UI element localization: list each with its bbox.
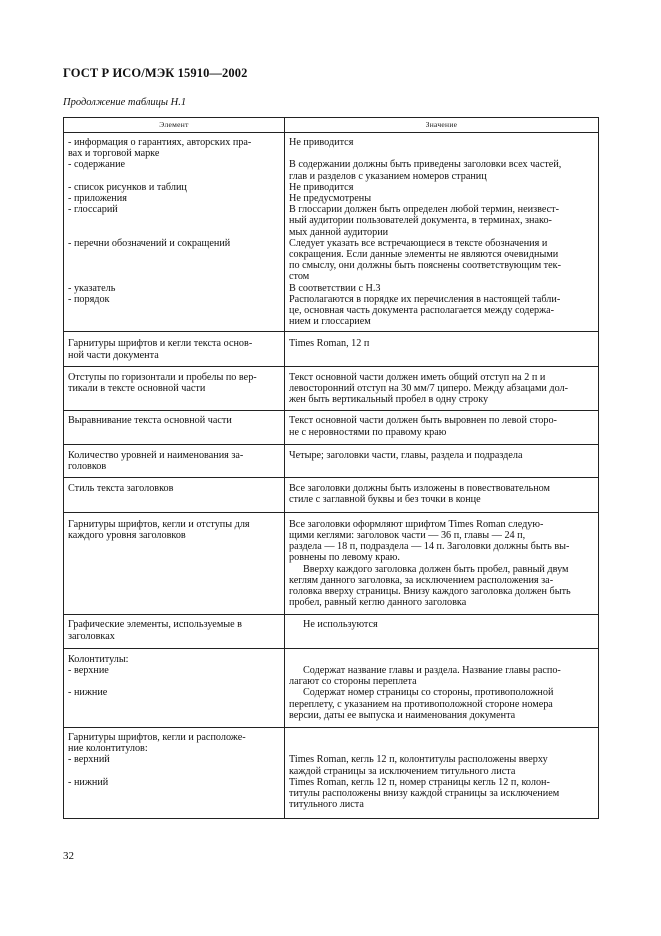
element-text-line: Гарнитуры шрифтов, кегли и отступы для — [68, 518, 250, 530]
value-cell — [285, 648, 599, 727]
element-text-line: - список рисунков и таблиц — [68, 181, 187, 193]
value-cell — [285, 512, 599, 615]
value-text-line: Times Roman, кегль 12 п, номер страницы кегль 12 п, колон- — [289, 776, 550, 788]
value-text-line: Текст основной части должен иметь общий отступ на 2 п и — [289, 371, 546, 383]
element-text-line: - приложения — [68, 193, 127, 205]
element-cell — [64, 478, 285, 512]
value-text-line: головка вверху страницы. Внизу каждого заголовка должен быть — [289, 585, 571, 597]
column-header-element: Элемент — [64, 118, 285, 133]
element-text-line: - указатель — [68, 282, 116, 294]
element-text-line: - перечни обозначений и сокращений — [68, 237, 231, 249]
element-text-line: - глоссарий — [68, 204, 118, 216]
element-text-line: Гарнитуры шрифтов, кегли и расположе- — [68, 731, 246, 743]
value-text-line: Все заголовки оформляют шрифтом Times Roman следую- — [289, 518, 544, 530]
element-text-line: - нижние — [68, 687, 108, 699]
value-text-line: Не используются — [303, 619, 378, 631]
table-row — [64, 615, 599, 648]
value-text-line: Не приводится — [289, 181, 354, 193]
value-text-line: Располагаются в порядке их перечисления в настоящей табли- — [289, 293, 561, 305]
element-text-line: - содержание — [68, 159, 126, 171]
value-text-line: переплету, с указанием на противоположной стороне номера — [289, 698, 553, 710]
value-cell — [285, 727, 599, 818]
spec-table — [63, 117, 599, 819]
value-text-line: кеглям данного заголовка, за исключением расположения за- — [289, 574, 554, 586]
value-text-line: не с неровностями по правому краю — [289, 426, 447, 438]
value-text-line: стиле с заглавной буквы и без точки в конце — [289, 494, 481, 506]
value-text-line: по смыслу, они должны быть пояснены соответствующим тек- — [289, 260, 562, 272]
value-cell — [285, 133, 599, 332]
element-text-line — [68, 271, 280, 282]
value-text-line — [289, 148, 594, 159]
element-text-line — [68, 766, 280, 777]
element-text-line — [68, 171, 280, 182]
value-text-line: В содержании должны быть приведены заголовки всех частей, — [289, 159, 562, 171]
element-text-line — [68, 249, 280, 260]
value-text-line: це, основная часть документа располагается между содержа- — [289, 305, 555, 317]
table-row — [64, 332, 599, 366]
table-row — [64, 411, 599, 444]
element-text-line — [68, 788, 280, 799]
value-text-line: версии, даты ее выпуска и наименования документа — [289, 709, 516, 721]
value-text-line: жен быть вертикальный пробел в одну строку — [289, 394, 489, 406]
element-cell — [64, 512, 285, 615]
table-continuation-caption: Продолжение таблицы Н.1 — [63, 97, 187, 108]
table-row — [64, 366, 599, 411]
element-cell — [64, 648, 285, 727]
element-cell — [64, 444, 285, 477]
element-text-line: вах и торговой марке — [68, 148, 160, 160]
value-cell — [285, 366, 599, 411]
table-row — [64, 512, 599, 615]
value-text-line: титульного листа — [289, 799, 364, 811]
value-cell — [285, 332, 599, 366]
value-text-line — [289, 732, 594, 743]
element-text-line — [68, 305, 280, 316]
value-text-line: Следует указать все встречающиеся в тексте обозначения и — [289, 237, 548, 249]
value-text-line: Times Roman, 12 п — [289, 338, 370, 350]
element-text-line: ной части документа — [68, 349, 159, 361]
table-row — [64, 648, 599, 727]
column-header-value: Значение — [285, 118, 599, 133]
value-text-line: пробел, равный кеглю данного заголовка — [289, 597, 467, 609]
element-cell — [64, 366, 285, 411]
element-text-line — [68, 676, 280, 687]
element-text-line: Стиль текста заголовков — [68, 483, 174, 495]
element-cell — [64, 615, 285, 648]
value-cell — [285, 478, 599, 512]
value-text-line: Все заголовки должны быть изложены в повествовательном — [289, 483, 550, 495]
value-text-line: раздела — 18 п, подраздела — 14 п. Заголовки должны быть вы- — [289, 541, 570, 553]
value-text-line: Текст основной части должен быть выровнен по левой сторо- — [289, 415, 557, 427]
element-text-line — [68, 316, 280, 327]
value-text-line: ный аудитории пользователей документа, в терминах, знако- — [289, 215, 552, 227]
element-text-line: - верхние — [68, 664, 109, 676]
value-text-line: Times Roman, кегль 12 п, колонтитулы расположены вверху — [289, 754, 548, 766]
value-text-line: глав и разделов с указанием номеров страниц — [289, 170, 487, 182]
value-text-line: ровнены по левому краю. — [289, 552, 400, 564]
element-cell — [64, 411, 285, 444]
element-text-line — [68, 799, 280, 810]
value-text-line: В глоссарии должен быть определен любой термин, неизвест- — [289, 204, 559, 216]
element-text-line: - порядок — [68, 293, 110, 305]
value-text-line: Вверху каждого заголовка должен быть пробел, равный двум — [303, 563, 569, 575]
value-text-line: щими кеглями: заголовок части — 36 п, главы — 24 п, — [289, 529, 526, 541]
value-text-line: лагают со стороны переплета — [289, 676, 417, 688]
element-text-line: заголовках — [68, 630, 115, 642]
element-text-line: Графические элементы, используемые в — [68, 619, 242, 631]
value-text-line: титулы расположены внизу каждой страницы за исключением — [289, 787, 560, 799]
page-number: 32 — [63, 850, 74, 862]
value-text-line: стом — [289, 271, 310, 283]
element-text-line — [68, 227, 280, 238]
element-cell — [64, 133, 285, 332]
element-text-line — [68, 215, 280, 226]
value-text-line — [289, 743, 594, 754]
element-text-line: Отступы по горизонтали и пробелы по вер- — [68, 371, 257, 383]
table-row — [64, 444, 599, 477]
value-text-line: Четыре; заголовки части, главы, раздела и подраздела — [289, 449, 523, 461]
element-text-line: каждого уровня заголовков — [68, 529, 186, 541]
element-text-line — [68, 260, 280, 271]
element-text-line: ние колонтитулов: — [68, 743, 148, 755]
element-text-line: - верхний — [68, 754, 110, 766]
value-cell — [285, 444, 599, 477]
value-text-line — [289, 654, 594, 665]
element-cell — [64, 727, 285, 818]
element-cell — [64, 332, 285, 366]
value-text-line: Не предусмотрены — [289, 193, 372, 205]
element-text-line: - информация о гарантиях, авторских пра- — [68, 137, 252, 148]
value-text-line: нием и глоссарием — [289, 316, 371, 328]
value-text-line: левосторонний отступ на 30 мм/7 циперо. Между абзацами дол- — [289, 383, 569, 395]
value-text-line: мых данной аудитории — [289, 226, 389, 238]
value-text-line: Не приводится — [289, 137, 354, 148]
value-text-line: В соответствии с Н.3 — [289, 282, 381, 294]
element-text-line: тикали в тексте основной части — [68, 383, 206, 395]
element-text-line: - нижний — [68, 776, 109, 788]
value-text-line: каждой страницы за исключением титульного листа — [289, 765, 516, 777]
value-cell — [285, 615, 599, 648]
element-text-line: Количество уровней и наименования за- — [68, 449, 244, 461]
table-header-row — [64, 118, 599, 133]
element-text-line — [68, 699, 280, 710]
value-text-line: сокращения. Если данные элементы не являются очевидными — [289, 249, 559, 261]
element-text-line: Гарнитуры шрифтов и кегли текста основ- — [68, 338, 253, 350]
value-cell — [285, 411, 599, 444]
table-row — [64, 133, 599, 332]
element-text-line: Колонтитулы: — [68, 653, 129, 665]
table-row — [64, 727, 599, 818]
element-text-line: головков — [68, 461, 107, 473]
value-text-line: Содержат название главы и раздела. Название главы распо- — [303, 664, 561, 676]
table-body — [64, 133, 599, 819]
table-row — [64, 478, 599, 512]
element-text-line — [68, 710, 280, 721]
value-text-line: Содержат номер страницы со стороны, противоположной — [303, 687, 554, 699]
element-text-line: Выравнивание текста основной части — [68, 415, 232, 427]
document-title: ГОСТ Р ИСО/МЭК 15910—2002 — [63, 66, 248, 80]
